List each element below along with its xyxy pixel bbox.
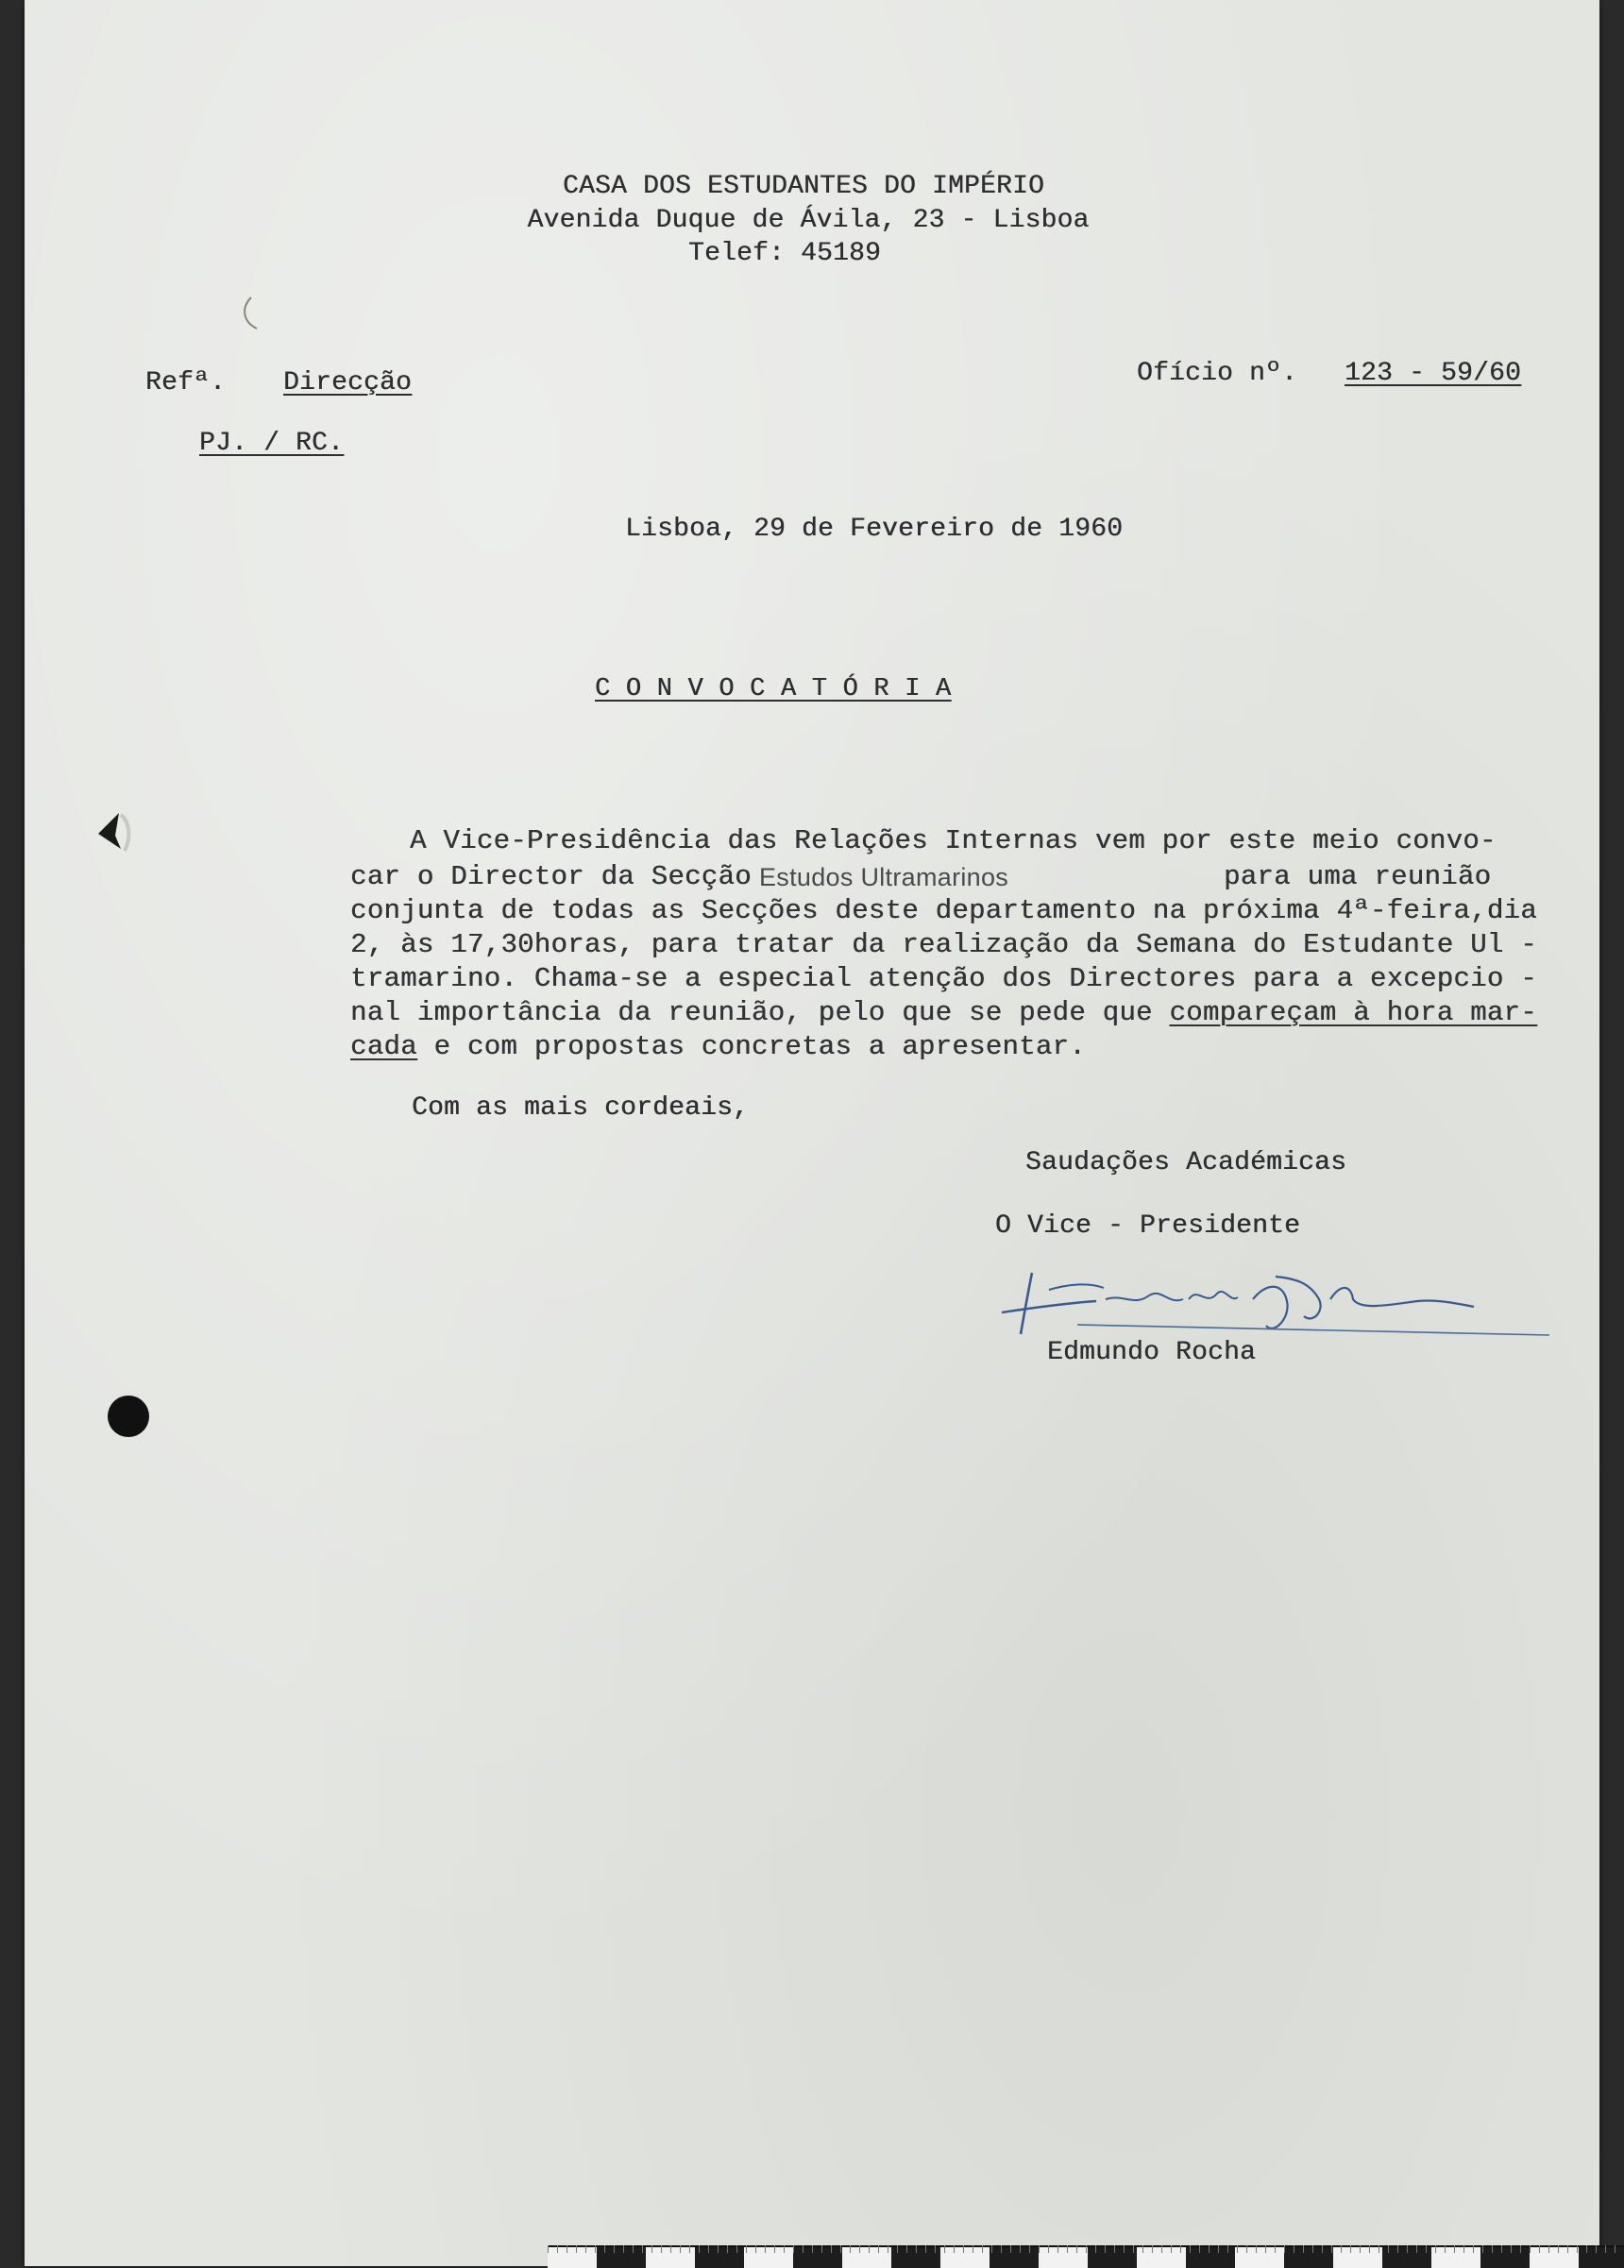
oficio-label: Ofício nº. [1137, 359, 1298, 388]
body-line-5: tramarino. Chama-se a especial atenção dos Directores para a excepcio - [350, 963, 1537, 994]
handwritten-signature [983, 1244, 1549, 1348]
reference-label: Refª. [145, 368, 227, 398]
staple-tear-mark [87, 807, 144, 864]
emphasis-underline-2: cada [350, 1031, 417, 1062]
reference-value: Direcção [283, 368, 413, 398]
body-line-4: 2, às 17,30horas, para tratar da realização da Semana do Estudante Ul - [350, 929, 1537, 960]
closing-line: Com as mais cordeais, [412, 1093, 750, 1123]
signatory-name: Edmundo Rocha [1047, 1338, 1257, 1367]
header-line-3: Telef: 45189 [687, 239, 882, 268]
emphasis-underline-1: compareçam à hora mar- [1169, 997, 1537, 1028]
pencil-mark [232, 293, 270, 340]
body-line-1: A Vice-Presidência das Relações Internas vem por este meio convo- [410, 825, 1497, 856]
header-line-1: CASA DOS ESTUDANTES DO IMPÉRIO [562, 172, 1045, 201]
header-line-2: Avenida Duque de Ávila, 23 - Lisboa [527, 206, 1090, 235]
letter-date: Lisboa, 29 de Fevereiro de 1960 [625, 515, 1124, 544]
body-line-2-end: para uma reunião [1224, 861, 1492, 892]
document-page [25, 0, 1599, 2266]
section-name-field: Estudos Ultramarinos [759, 863, 1009, 891]
document-title: C O N V O C A T Ó R I A [595, 675, 952, 703]
body-line-7: cada e com propostas concretas a apresentar. [350, 1031, 1086, 1062]
body-line-2: car o Director da Secção [350, 861, 769, 892]
body-line-6: nal importância da reunião, pelo que se pede que compareçam à hora mar- [350, 997, 1537, 1028]
oficio-number: 123 - 59/60 [1345, 359, 1522, 388]
signatory-title: O Vice - Presidente [995, 1211, 1301, 1241]
punch-hole [108, 1396, 149, 1437]
body-line-3: conjunta de todas as Secções deste departamento na próxima 4ª-feira,dia [350, 895, 1537, 926]
reference-initials: PJ. / RC. [199, 429, 345, 458]
scale-ruler-ticks [548, 2245, 1624, 2253]
salutation: Saudações Académicas [1025, 1148, 1347, 1177]
